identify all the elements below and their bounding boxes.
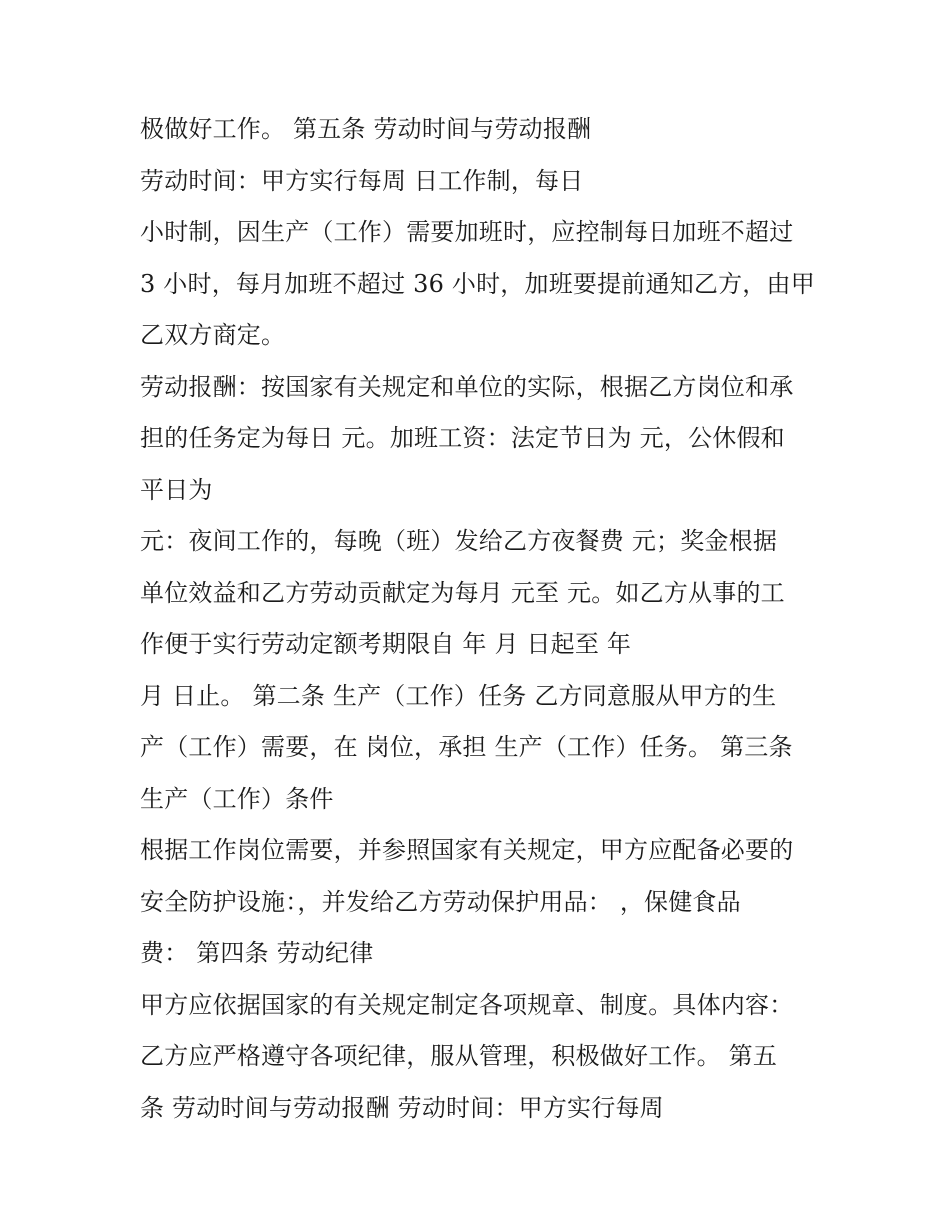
text-line: 小时制，因生产（工作）需要加班时，应控制每日加班不超过 — [140, 218, 794, 246]
text-line: 劳动报酬：按国家有关规定和单位的实际，根据乙方岗位和承 — [140, 372, 794, 401]
text-line: 生产（工作）条件 — [140, 784, 334, 813]
document-body — [140, 104, 830, 1134]
text-line: 3 小时，每月加班不超过 36 小时，加班要提前通知乙方，由甲 — [140, 269, 815, 298]
text-line: 乙双方商定。 — [140, 321, 286, 349]
text-line: 甲方应依据国家的有关规定制定各项规章、制度。具体内容： — [140, 990, 794, 1019]
text-line: 极做好工作。 第五条 劳动时间与劳动报酬 — [140, 115, 592, 143]
text-line: 作便于实行劳动定额考期限自 年 月 日起至 年 — [140, 630, 632, 658]
text-line: 月 日止。 第二条 生产（工作）任务 乙方同意服从甲方的生 — [140, 681, 777, 710]
text-line: 单位效益和乙方劳动贡献定为每月 元至 元。如乙方从事的工 — [140, 578, 785, 607]
text-line: 产（工作）需要，在 岗位，承担 生产（工作）任务。 第三条 — [140, 733, 793, 761]
text-line: 担的任务定为每日 元。加班工资：法定节日为 元，公休假和 — [140, 424, 785, 452]
text-line: 费： 第四条 劳动纪律 — [140, 939, 374, 967]
text-line: 劳动时间：甲方实行每周 日工作制，每日 — [140, 166, 584, 195]
text-line: 乙方应严格遵守各项纪律，服从管理，积极做好工作。 第五 — [140, 1042, 778, 1070]
text-line: 安全防护设施：，并发给乙方劳动保护用品： ，保健食品 — [140, 887, 741, 916]
text-line: 条 劳动时间与劳动报酬 劳动时间：甲方实行每周 — [140, 1093, 664, 1122]
text-line: 元：夜间工作的，每晚（班）发给乙方夜餐费 元；奖金根据 — [140, 527, 778, 555]
text-line: 平日为 — [140, 475, 213, 504]
text-line: 根据工作岗位需要，并参照国家有关规定，甲方应配备必要的 — [140, 836, 794, 864]
